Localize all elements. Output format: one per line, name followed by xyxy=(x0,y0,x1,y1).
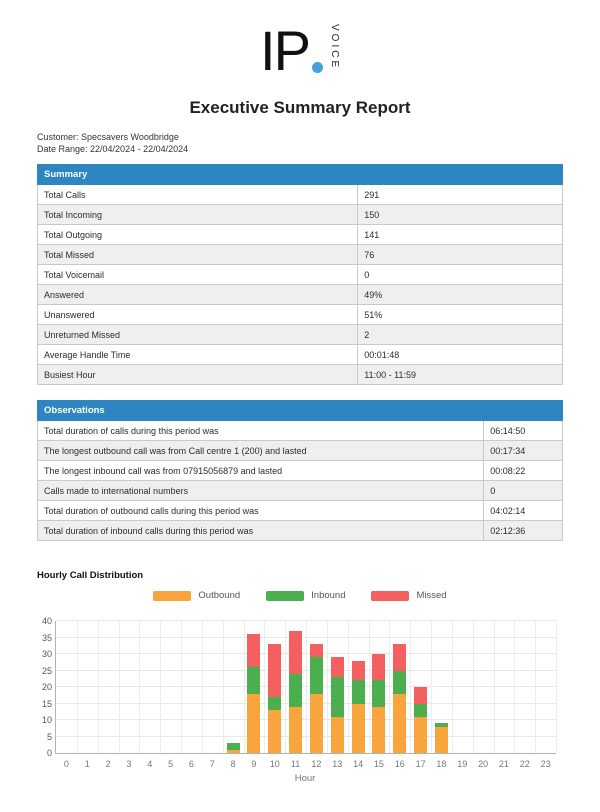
summary-row-value: 49% xyxy=(358,285,563,305)
y-axis-tick: 30 xyxy=(41,649,52,659)
logo-dot-icon xyxy=(312,62,323,73)
gridline-vertical xyxy=(306,621,307,753)
gridline-vertical xyxy=(556,621,557,753)
bar-segment-outbound xyxy=(372,707,385,753)
legend-label: Inbound xyxy=(311,590,346,601)
x-axis-tick: 19 xyxy=(457,759,468,769)
summary-row-label: Average Handle Time xyxy=(38,345,358,365)
observations-table xyxy=(37,400,563,541)
bar-segment-outbound xyxy=(331,717,344,753)
x-axis-tick: 9 xyxy=(251,759,257,769)
bar-segment-outbound xyxy=(227,750,240,753)
observations-row-label: Total duration of calls during this period was xyxy=(38,421,484,441)
bar-segment-missed xyxy=(268,644,281,697)
legend-swatch-inbound xyxy=(266,591,304,601)
observations-row xyxy=(38,461,563,481)
summary-row xyxy=(38,325,563,345)
bar-hour-10 xyxy=(268,644,281,753)
bar-hour-11 xyxy=(289,631,302,753)
bar-segment-outbound xyxy=(268,710,281,753)
summary-row-value: 0 xyxy=(358,265,563,285)
gridline-vertical xyxy=(285,621,286,753)
gridline-vertical xyxy=(410,621,411,753)
legend-label: Missed xyxy=(416,590,447,601)
y-axis-tick: 40 xyxy=(41,616,52,626)
bar-hour-14 xyxy=(352,661,365,753)
bar-segment-outbound xyxy=(414,717,427,753)
legend-label: Outbound xyxy=(198,590,241,601)
gridline-vertical xyxy=(160,621,161,753)
observations-row-label: Total duration of inbound calls during this period was xyxy=(38,521,484,541)
summary-row xyxy=(38,345,563,365)
y-axis-tick: 0 xyxy=(46,748,52,758)
bar-segment-outbound xyxy=(352,704,365,754)
bar-hour-8 xyxy=(227,743,240,753)
x-axis-tick: 12 xyxy=(311,759,322,769)
x-axis-title: Hour xyxy=(294,773,316,784)
observations-row xyxy=(38,501,563,521)
logo-vertical-text: VOICE xyxy=(328,24,340,71)
bar-segment-missed xyxy=(393,644,406,670)
x-axis-tick: 11 xyxy=(290,759,301,769)
gridline-vertical xyxy=(119,621,120,753)
ipvoice-logo xyxy=(260,20,340,82)
bar-segment-missed xyxy=(352,661,365,681)
x-axis-tick: 0 xyxy=(63,759,69,769)
hourly-call-distribution-chart xyxy=(37,613,563,791)
summary-row-label: Busiest Hour xyxy=(38,365,358,385)
bar-hour-18 xyxy=(435,723,448,753)
observations-row-label: The longest outbound call was from Call centre 1 (200) and lasted xyxy=(38,441,484,461)
bar-segment-outbound xyxy=(435,727,448,753)
bar-hour-15 xyxy=(372,654,385,753)
report-meta xyxy=(37,131,563,155)
x-axis-tick: 3 xyxy=(126,759,132,769)
bar-segment-missed xyxy=(247,634,260,667)
bar-segment-inbound xyxy=(289,674,302,707)
gridline-vertical xyxy=(369,621,370,753)
summary-row-value: 291 xyxy=(358,185,563,205)
x-axis-tick: 8 xyxy=(230,759,236,769)
bar-segment-missed xyxy=(289,631,302,674)
summary-row-label: Total Incoming xyxy=(38,205,358,225)
summary-row-label: Total Outgoing xyxy=(38,225,358,245)
observations-row-label: Total duration of outbound calls during this period was xyxy=(38,501,484,521)
summary-row-value: 150 xyxy=(358,205,563,225)
summary-row-label: Unreturned Missed xyxy=(38,325,358,345)
bar-segment-missed xyxy=(310,644,323,657)
x-axis-tick: 14 xyxy=(353,759,364,769)
gridline-vertical xyxy=(98,621,99,753)
x-axis-tick: 15 xyxy=(373,759,384,769)
observations-row-label: Calls made to international numbers xyxy=(38,481,484,501)
summary-row xyxy=(38,225,563,245)
bar-hour-17 xyxy=(414,687,427,753)
bar-hour-16 xyxy=(393,644,406,753)
observations-row xyxy=(38,441,563,461)
bar-segment-outbound xyxy=(310,694,323,753)
summary-row-label: Total Voicemail xyxy=(38,265,358,285)
summary-row xyxy=(38,245,563,265)
gridline-vertical xyxy=(181,621,182,753)
summary-row-value: 76 xyxy=(358,245,563,265)
page-title: Executive Summary Report xyxy=(189,98,411,117)
x-axis-tick: 23 xyxy=(540,759,551,769)
summary-header: Summary xyxy=(38,165,563,185)
chart-title: Hourly Call Distribution xyxy=(37,570,144,581)
y-axis-tick: 20 xyxy=(41,682,52,692)
observations-row-value: 00:08:22 xyxy=(484,461,563,481)
x-axis-tick: 18 xyxy=(436,759,447,769)
summary-row-value: 51% xyxy=(358,305,563,325)
bar-segment-inbound xyxy=(247,667,260,693)
summary-row xyxy=(38,205,563,225)
summary-row xyxy=(38,265,563,285)
gridline-vertical xyxy=(77,621,78,753)
y-axis-tick: 15 xyxy=(41,698,52,709)
gridline-vertical xyxy=(244,621,245,753)
bar-segment-outbound xyxy=(247,694,260,753)
gridline-vertical xyxy=(452,621,453,753)
summary-row-label: Unanswered xyxy=(38,305,358,325)
observations-header: Observations xyxy=(38,401,563,421)
x-axis-tick: 20 xyxy=(478,759,489,769)
gridline-vertical xyxy=(431,621,432,753)
bar-segment-inbound xyxy=(268,697,281,710)
gridline-vertical xyxy=(514,621,515,753)
bar-segment-inbound xyxy=(352,680,365,703)
summary-table xyxy=(37,164,563,385)
legend-swatch-missed xyxy=(371,591,409,601)
observations-row xyxy=(38,481,563,501)
summary-row-value: 11:00 - 11:59 xyxy=(358,365,563,385)
gridline-vertical xyxy=(264,621,265,753)
y-axis-tick: 35 xyxy=(41,632,52,643)
logo-text: IP xyxy=(260,20,323,82)
bar-segment-outbound xyxy=(393,694,406,753)
observations-row-value: 00:17:34 xyxy=(484,441,563,461)
x-axis-tick: 6 xyxy=(188,759,194,769)
customer-line: Customer: Specsavers Woodbridge xyxy=(37,132,179,142)
y-axis-tick: 10 xyxy=(41,715,52,725)
bar-segment-inbound xyxy=(393,671,406,694)
bar-segment-inbound xyxy=(414,704,427,717)
x-axis-tick: 13 xyxy=(332,759,343,769)
legend-item-outbound xyxy=(153,590,240,601)
observations-row-value: 02:12:36 xyxy=(484,521,563,541)
legend-item-inbound xyxy=(266,590,345,601)
x-axis-tick: 17 xyxy=(415,759,426,769)
summary-row xyxy=(38,185,563,205)
gridline-vertical xyxy=(535,621,536,753)
summary-row-value: 2 xyxy=(358,325,563,345)
observations-row-label: The longest inbound call was from 07915056879 and lasted xyxy=(38,461,484,481)
x-axis-tick: 22 xyxy=(519,759,530,769)
summary-row-label: Answered xyxy=(38,285,358,305)
gridline-vertical xyxy=(223,621,224,753)
bar-hour-13 xyxy=(331,657,344,753)
summary-row-label: Total Missed xyxy=(38,245,358,265)
bar-segment-inbound xyxy=(310,657,323,693)
y-axis-tick: 5 xyxy=(46,731,52,742)
bar-segment-inbound xyxy=(372,680,385,706)
summary-row xyxy=(38,305,563,325)
summary-row-label: Total Calls xyxy=(38,185,358,205)
chart-legend xyxy=(37,590,563,601)
gridline-vertical xyxy=(327,621,328,753)
summary-row xyxy=(38,365,563,385)
bar-segment-inbound xyxy=(227,743,240,750)
x-axis-tick: 5 xyxy=(168,759,174,769)
observations-row xyxy=(38,521,563,541)
date-range-line: Date Range: 22/04/2024 - 22/04/2024 xyxy=(37,144,189,154)
gridline-vertical xyxy=(494,621,495,753)
plot-area xyxy=(41,616,556,769)
observations-row xyxy=(38,421,563,441)
bar-hour-12 xyxy=(310,644,323,753)
bar-segment-outbound xyxy=(289,707,302,753)
bar-segment-missed xyxy=(372,654,385,680)
bar-segment-missed xyxy=(331,657,344,677)
bar-segment-missed xyxy=(414,687,427,704)
observations-row-value: 04:02:14 xyxy=(484,501,563,521)
observations-row-value: 0 xyxy=(484,481,563,501)
gridline-vertical xyxy=(473,621,474,753)
x-axis-tick: 21 xyxy=(498,759,509,769)
gridline-vertical xyxy=(139,621,140,753)
x-axis-tick: 2 xyxy=(105,759,111,769)
summary-row-value: 00:01:48 xyxy=(358,345,563,365)
x-axis-tick: 10 xyxy=(269,759,280,769)
gridline-vertical xyxy=(202,621,203,753)
x-axis-tick: 1 xyxy=(84,759,90,769)
summary-row xyxy=(38,285,563,305)
summary-row-value: 141 xyxy=(358,225,563,245)
header xyxy=(37,20,563,90)
x-axis-tick: 16 xyxy=(394,759,405,769)
y-axis-tick: 25 xyxy=(41,665,52,676)
legend-swatch-outbound xyxy=(153,591,191,601)
observations-row-value: 06:14:50 xyxy=(484,421,563,441)
bar-segment-inbound xyxy=(331,677,344,717)
x-axis-tick: 4 xyxy=(147,759,153,769)
gridline-vertical xyxy=(348,621,349,753)
bar-hour-9 xyxy=(247,634,260,753)
gridline-vertical xyxy=(389,621,390,753)
legend-item-missed xyxy=(371,590,446,601)
x-axis-tick: 7 xyxy=(209,759,215,769)
